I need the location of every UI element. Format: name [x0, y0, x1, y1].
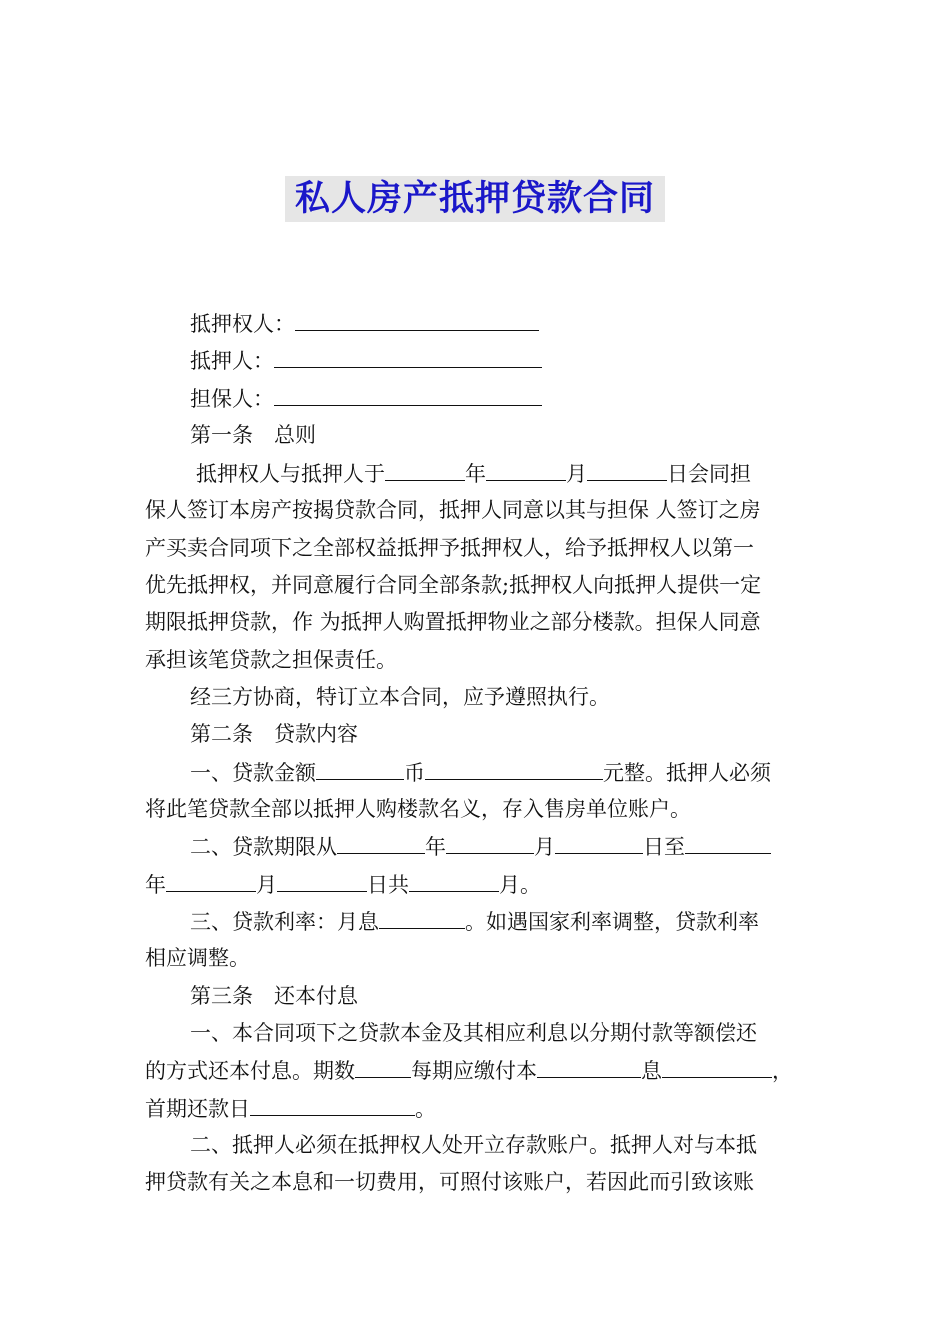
- text: 元整。抵押人必须: [603, 761, 771, 785]
- mortgagee-label: 抵押权人：: [190, 312, 295, 336]
- text: 三、贷款利率：月息: [190, 910, 379, 934]
- article1-heading: 第一条 总则: [190, 423, 316, 447]
- article1-p7: 经三方协商，特订立本合同，应予遵照执行。: [190, 685, 610, 709]
- article2-amount2: 将此笔贷款全部以抵押人购楼款名义，存入售房单位账户。: [145, 797, 691, 821]
- text: 首期还款日: [145, 1097, 250, 1121]
- mortgagor-line: [190, 345, 542, 376]
- text: 月。: [499, 873, 541, 897]
- text: 月: [534, 835, 555, 859]
- guarantor-blank: [274, 383, 542, 406]
- article3-p3: [145, 1093, 436, 1124]
- article2-heading: 第二条 贷款内容: [190, 722, 358, 746]
- article2-period2: [145, 869, 541, 900]
- article2-rate2: 相应调整。: [145, 946, 250, 970]
- text: 年: [145, 873, 166, 897]
- guarantor-line: [190, 383, 542, 414]
- mortgagee-line: [190, 308, 539, 339]
- text: 日至: [643, 835, 685, 859]
- year-blank: [337, 831, 425, 854]
- interest-blank: [662, 1055, 772, 1078]
- principal-blank: [537, 1055, 641, 1078]
- day-blank: [587, 458, 667, 481]
- text: 。: [415, 1097, 436, 1121]
- text: 一、贷款金额: [190, 761, 316, 785]
- text: 日共: [367, 873, 409, 897]
- first-payment-blank: [250, 1093, 415, 1116]
- mortgagor-blank: [274, 345, 542, 368]
- article3-p5: 押贷款有关之本息和一切费用，可照付该账户，若因此而引致该账: [145, 1170, 754, 1194]
- article3-heading: 第三条 还本付息: [190, 984, 358, 1008]
- article3-p2: [145, 1055, 793, 1086]
- text: 每期应缴付本: [411, 1059, 537, 1083]
- text: 抵押权人与抵押人于: [196, 462, 385, 486]
- text: 二、贷款期限从: [190, 835, 337, 859]
- article1-p1: [196, 458, 751, 489]
- end-year-blank: [685, 831, 771, 854]
- months-blank: [409, 869, 499, 892]
- text: 年: [425, 835, 446, 859]
- year-blank: [385, 458, 465, 481]
- text: 年: [465, 462, 486, 486]
- text: 息: [641, 1059, 662, 1083]
- text: ，: [772, 1059, 793, 1083]
- article1-p4: 优先抵押权，并同意履行合同全部条款;抵押权人向抵押人提供一定: [145, 573, 762, 597]
- day-blank: [555, 831, 643, 854]
- article1-p5: 期限抵押贷款，作 为抵押人购置抵押物业之部分楼款。担保人同意: [145, 610, 761, 634]
- text: 日会同担: [667, 462, 751, 486]
- article3-p4: 二、抵押人必须在抵押权人处开立存款账户。抵押人对与本抵: [190, 1133, 757, 1157]
- text: 月: [566, 462, 587, 486]
- article1-p6: 承担该笔贷款之担保责任。: [145, 648, 397, 672]
- text: 。如遇国家利率调整，贷款利率: [465, 910, 759, 934]
- installments-blank: [355, 1055, 411, 1078]
- article2-period: [190, 831, 771, 862]
- text: 的方式还本付息。期数: [145, 1059, 355, 1083]
- text: 币: [404, 761, 425, 785]
- article3-p1: 一、本合同项下之贷款本金及其相应利息以分期付款等额偿还: [190, 1021, 757, 1045]
- article1-p3: 产买卖合同项下之全部权益抵押予抵押权人，给予抵押权人以第一: [145, 536, 754, 560]
- article2-amount: [190, 757, 771, 788]
- rate-blank: [379, 906, 465, 929]
- article1-p2: 保人签订本房产按揭贷款合同，抵押人同意以其与担保 人签订之房: [145, 498, 761, 522]
- article2-rate: [190, 906, 759, 937]
- mortgagee-blank: [295, 308, 539, 331]
- currency-blank: [425, 757, 603, 780]
- month-blank: [486, 458, 566, 481]
- amount-blank: [316, 757, 404, 780]
- month-blank: [446, 831, 534, 854]
- guarantor-label: 担保人：: [190, 387, 274, 411]
- day-blank: [277, 869, 367, 892]
- mortgagor-label: 抵押人：: [190, 349, 274, 373]
- document-title: 私人房产抵押贷款合同: [285, 176, 665, 222]
- month-blank: [166, 869, 256, 892]
- text: 月: [256, 873, 277, 897]
